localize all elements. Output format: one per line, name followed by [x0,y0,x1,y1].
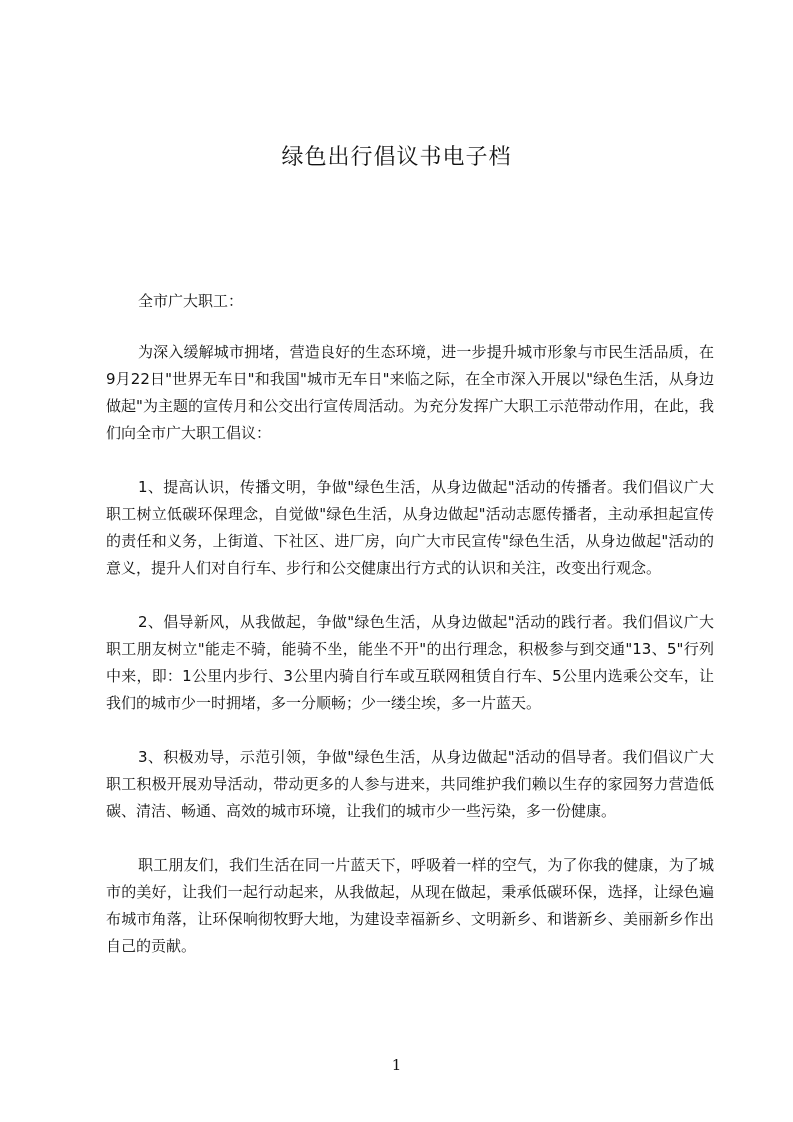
paragraph-item-3: 3、积极劝导，示范引领，争做"绿色生活，从身边做起"活动的倡导者。我们倡议广大职工积极开展劝导活动，带动更多的人参与进来，共同维护我们赖以生存的家园努力营造低碳、清洁、畅通、高效的城市环境，让我们的城市少一些污染，多一份健康。 [106,748,714,820]
paragraph-closing: 职工朋友们，我们生活在同一片蓝天下，呼吸着一样的空气，为了你我的健康，为了城市的美好，让我们一起行动起来，从我做起，从现在做起，秉承低碳环保，选择，让绿色遍布城市角落，让环保响彻牧野大地，为建设幸福新乡、文明新乡、和谐新乡、美丽新乡作出自己的贡献。 [106,856,714,955]
paragraph-item-1: 1、提高认识，传播文明，争做"绿色生活，从身边做起"活动的传播者。我们倡议广大职工树立低碳环保理念，自觉做"绿色生活，从身边做起"活动志愿传播者，主动承担起宣传的责任和义务，上街道、下社区、进厂房，向广大市民宣传"绿色生活，从身边做起"活动的意义，提升人们对自行车、步行和公交健康出行方式的认识和关注，改变出行观念。 [106,478,714,577]
document-body [106,288,714,987]
document-title: 绿色出行倡议书电子档 [281,145,512,170]
salutation: 全市广大职工： [138,292,244,310]
paragraph-intro: 为深入缓解城市拥堵，营造良好的生态环境，进一步提升城市形象与市民生活品质，在9月22日"世界无车日"和我国"城市无车日"来临之际，在全市深入开展以"绿色生活，从身边做起"为主题的宣传月和公交出行宣传周活动。为充分发挥广大职工示范带动作用，在此，我们向全市广大职工倡议： [106,343,714,442]
paragraph-item-2: 2、倡导新风，从我做起，争做"绿色生活，从身边做起"活动的践行者。我们倡议广大职工朋友树立"能走不骑，能骑不坐，能坐不开"的出行理念，积极参与到交通"13、5"行列中来，即：1公里内步行、3公里内骑自行车或互联网租赁自行车、5公里内选乘公交车，让我们的城市少一时拥堵，多一分顺畅；少一缕尘埃，多一片蓝天。 [106,613,714,712]
page-number: 1 [391,1056,402,1074]
